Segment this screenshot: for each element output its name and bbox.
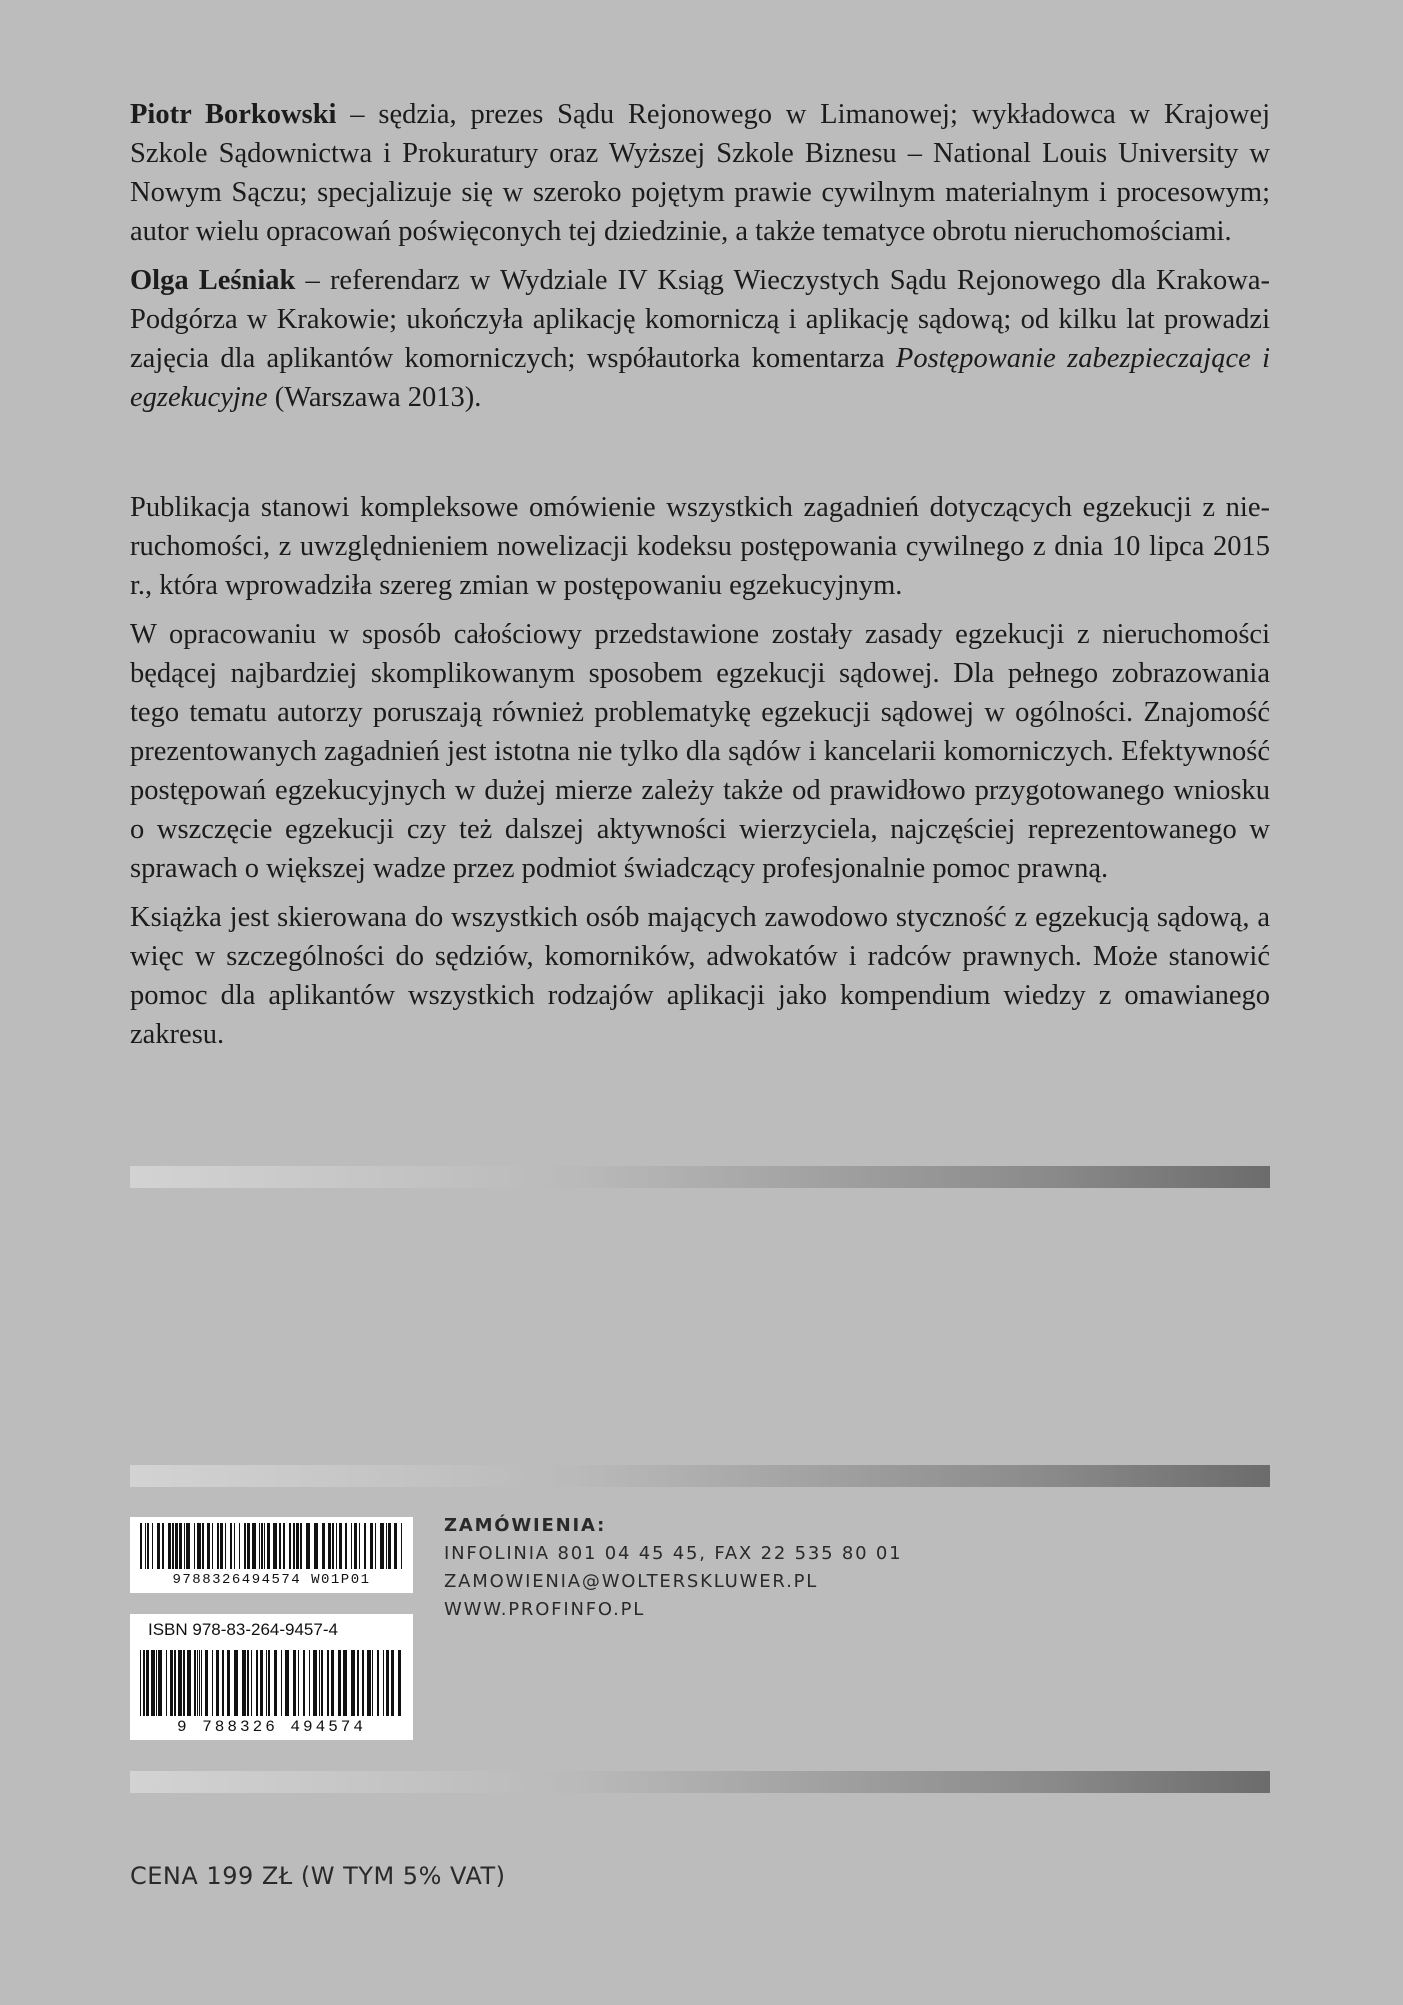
author-name: Piotr Borkowski	[130, 99, 337, 130]
barcode-stripe	[328, 1523, 331, 1569]
barcode-stripe	[168, 1523, 171, 1569]
barcode-stripe	[266, 1650, 267, 1716]
barcode-stripe	[152, 1523, 153, 1569]
barcode-stripe	[314, 1523, 318, 1569]
order-info	[444, 1512, 902, 1624]
barcode-stripe	[370, 1523, 373, 1569]
barcode-stripe	[183, 1650, 185, 1716]
barcode-stripe	[367, 1650, 371, 1716]
author-bios	[130, 95, 1270, 427]
barcode-stripe	[273, 1523, 277, 1569]
gradient-divider	[130, 1465, 1270, 1487]
barcode-stripe	[362, 1650, 364, 1716]
book-title: Postępowanie zabezpieczające i egzekucyjne	[130, 343, 1270, 413]
barcode-stripe	[383, 1650, 384, 1716]
barcode-stripe	[283, 1523, 285, 1569]
barcode-stripe	[212, 1523, 213, 1569]
barcode-stripe	[401, 1523, 402, 1569]
barcode-stripe	[220, 1523, 223, 1569]
barcode-stripe	[313, 1650, 317, 1716]
author-bio-text: – sędzia, prezes Sądu Rejonowego w Limanowej; wykładowca w Krajowej Szkole Sądownictwa i Prokuratury oraz Wyższej Szkole Biznesu – National Louis University w Nowym Sączu; specjalizuje się w szeroko pojętym prawie cywilnym materialnym i procesowym; autor wielu opracowań poświęconych tej dziedzinie, a także tematyce obrotu nieruchomościami.	[130, 99, 1270, 247]
barcode-stripe	[207, 1523, 210, 1569]
author-name: Olga Leśniak	[130, 265, 296, 296]
barcode-stripe	[377, 1650, 379, 1716]
barcode-stripe	[199, 1650, 200, 1716]
barcode-bars	[140, 1650, 403, 1716]
barcode-stripe	[242, 1650, 246, 1716]
barcode-stripe	[391, 1650, 394, 1716]
barcode-stripe	[289, 1523, 291, 1569]
barcode-stripe	[170, 1650, 173, 1716]
gradient-divider	[130, 1166, 1270, 1188]
barcode-stripe	[354, 1523, 357, 1569]
barcode-stripe	[158, 1650, 162, 1716]
barcode-stripe	[201, 1650, 202, 1716]
barcode-stripe	[357, 1650, 359, 1716]
barcode-stripe	[156, 1650, 157, 1716]
barcode-stripe	[179, 1523, 182, 1569]
barcode-internal	[130, 1517, 413, 1593]
barcode-stripe	[197, 1650, 198, 1716]
barcode-stripe	[264, 1523, 265, 1569]
description-paragraph: Książka jest skierowana do wszystkich osób mających zawodowo styczność z egzekucją sądową, a więc w szczególności do sędziów, komorników, adwokatów i radców prawnych. Może stanowić pomoc dla aplikantów wszystkich rodzajów aplikacji jako kompendium wiedzy z omawianego zakresu.	[130, 902, 1270, 1050]
barcode-stripe	[157, 1523, 160, 1569]
barcode-stripe	[380, 1523, 384, 1569]
barcode-stripe	[327, 1650, 329, 1716]
barcode-stripe	[298, 1650, 299, 1716]
barcode-stripe	[247, 1650, 249, 1716]
barcode-stripe	[279, 1523, 281, 1569]
barcode-stripe	[146, 1650, 149, 1716]
gradient-divider	[130, 1771, 1270, 1793]
barcode-stripe	[386, 1523, 387, 1569]
barcode-stripe	[166, 1650, 167, 1716]
barcode-stripe	[296, 1523, 299, 1569]
barcode-stripe	[336, 1523, 337, 1569]
barcode-bars	[140, 1523, 403, 1569]
barcode-stripe	[359, 1523, 360, 1569]
barcode-stripe	[331, 1650, 334, 1716]
barcode-stripe	[197, 1523, 201, 1569]
barcode-stripe	[162, 1523, 164, 1569]
barcode-stripe	[212, 1650, 213, 1716]
barcode-stripe	[187, 1650, 191, 1716]
order-title: ZAMÓWIENIA:	[444, 1515, 607, 1536]
barcode-stripe	[351, 1523, 352, 1569]
order-phone: INFOLINIA 801 04 45 45, FAX 22 535 80 01	[444, 1543, 903, 1564]
barcode-stripe	[194, 1650, 196, 1716]
author-bio-text-end: (Warszawa 2013).	[267, 382, 482, 413]
author-bio	[130, 261, 1270, 417]
barcode-isbn	[130, 1614, 413, 1740]
barcode-stripe	[398, 1650, 401, 1716]
barcode-stripe	[234, 1650, 238, 1716]
barcode-stripe	[293, 1523, 295, 1569]
barcode-stripe	[227, 1650, 230, 1716]
barcode-stripe	[140, 1650, 141, 1716]
barcode-stripe	[217, 1523, 219, 1569]
barcode-stripe	[309, 1650, 310, 1716]
barcode-stripe	[186, 1523, 190, 1569]
barcode-stripe	[338, 1650, 341, 1716]
barcode-stripe	[274, 1650, 277, 1716]
barcode-stripe	[194, 1523, 195, 1569]
barcode-stripe	[345, 1523, 347, 1569]
barcode-stripe	[140, 1523, 142, 1569]
barcode-stripe	[372, 1650, 373, 1716]
barcode-stripe	[174, 1650, 176, 1716]
barcode-stripe	[216, 1650, 219, 1716]
barcode-stripe	[251, 1650, 252, 1716]
barcode-stripe	[205, 1650, 208, 1716]
barcode-stripe	[319, 1650, 320, 1716]
barcode-stripe	[343, 1650, 347, 1716]
author-bio-text: – referendarz w Wydziale IV Ksiąg Wieczystych Sądu Rejonowego dla Krakowa-Podgórza w Krakowie; ukończyła aplikację komorniczą i aplikację sądową; od kilku lat prowadzi zajęcia dla aplikantów komorniczych; współautorka komentarza	[130, 265, 1270, 374]
barcode-stripe	[268, 1650, 270, 1716]
barcode-stripe	[143, 1650, 145, 1716]
price: CENA 199 ZŁ (W TYM 5% VAT)	[130, 1862, 506, 1890]
barcode-number: 9 788326 494574	[176, 1718, 367, 1736]
barcode-stripe	[202, 1523, 204, 1569]
description-paragraph: Publikacja stanowi kompleksowe omówienie wszystkich zagadnień dotyczących egzekucji z nieruchomości, z uwzględnieniem nowelizacji kodeksu postępowania cywilnego z dnia 10 lipca 2015 r., która wprowadziła szereg zmian w postępowaniu egzekucyjnym.	[130, 492, 1270, 601]
barcode-stripe	[261, 1523, 263, 1569]
barcode-stripe	[259, 1523, 260, 1569]
order-email: ZAMOWIENIA@WOLTERSKLUWER.PL	[444, 1571, 819, 1592]
barcode-stripe	[184, 1523, 185, 1569]
barcode-number: 9788326494574 W01P01	[172, 1572, 371, 1588]
barcode-stripe	[260, 1650, 263, 1716]
barcode-stripe	[222, 1650, 224, 1716]
barcode-stripe	[175, 1523, 178, 1569]
barcode-stripe	[285, 1650, 289, 1716]
barcode-stripe	[178, 1650, 182, 1716]
barcode-stripe	[225, 1523, 226, 1569]
order-website: WWW.PROFINFO.PL	[444, 1599, 646, 1620]
barcode-stripe	[230, 1523, 232, 1569]
isbn-label: ISBN 978-83-264-9457-4	[148, 1620, 338, 1639]
barcode-stripe	[267, 1523, 270, 1569]
barcode-stripe	[332, 1523, 334, 1569]
barcode-stripe	[303, 1650, 305, 1716]
barcode-stripe	[293, 1650, 296, 1716]
book-description	[130, 488, 1270, 1064]
barcode-stripe	[145, 1523, 146, 1569]
barcode-stripe	[364, 1523, 366, 1569]
barcode-stripe	[234, 1523, 235, 1569]
barcode-stripe	[394, 1523, 397, 1569]
barcode-stripe	[322, 1523, 325, 1569]
barcode-stripe	[306, 1523, 310, 1569]
description-paragraph: W opracowaniu w sposób całościowy przedstawione zostały zasady egzekucji z nieruchomości będącej najbardziej skomplikowanym sposobem egzekucji sądowej. Dla pełnego zobrazowania tego tematu autorzy poruszają również problematykę egzekucji sądowej w ogólności. Znajomość prezentowanych zagadnień jest istotna nie tylko dla sądów i kancelarii komorniczych. Efektywność postępowań egzekucyjnych w dużej mierze zależy także od prawidłowo przygotowanego wniosku o wszczęcie egzekucji czy też dalszej aktywności wierzyciela, najczęściej reprezentowanego w sprawach o większej wadze przez podmiot świadczący profesjonalnie pomoc prawną.	[130, 619, 1270, 884]
barcode-stripe	[281, 1650, 282, 1716]
author-bio	[130, 95, 1270, 251]
barcode-stripe	[339, 1523, 342, 1569]
barcode-stripe	[321, 1650, 323, 1716]
barcode-stripe	[151, 1650, 155, 1716]
barcode-stripe	[386, 1650, 389, 1716]
barcode-stripe	[256, 1650, 258, 1716]
barcode-stripe	[147, 1523, 149, 1569]
barcode-stripe	[388, 1523, 391, 1569]
barcode-stripe	[351, 1650, 355, 1716]
barcode-stripe	[375, 1523, 376, 1569]
barcode-stripe	[244, 1523, 246, 1569]
barcode-stripe	[300, 1523, 302, 1569]
barcode-stripe	[247, 1523, 250, 1569]
barcode-stripe	[172, 1523, 174, 1569]
barcode-stripe	[252, 1523, 256, 1569]
barcode-stripe	[239, 1523, 240, 1569]
